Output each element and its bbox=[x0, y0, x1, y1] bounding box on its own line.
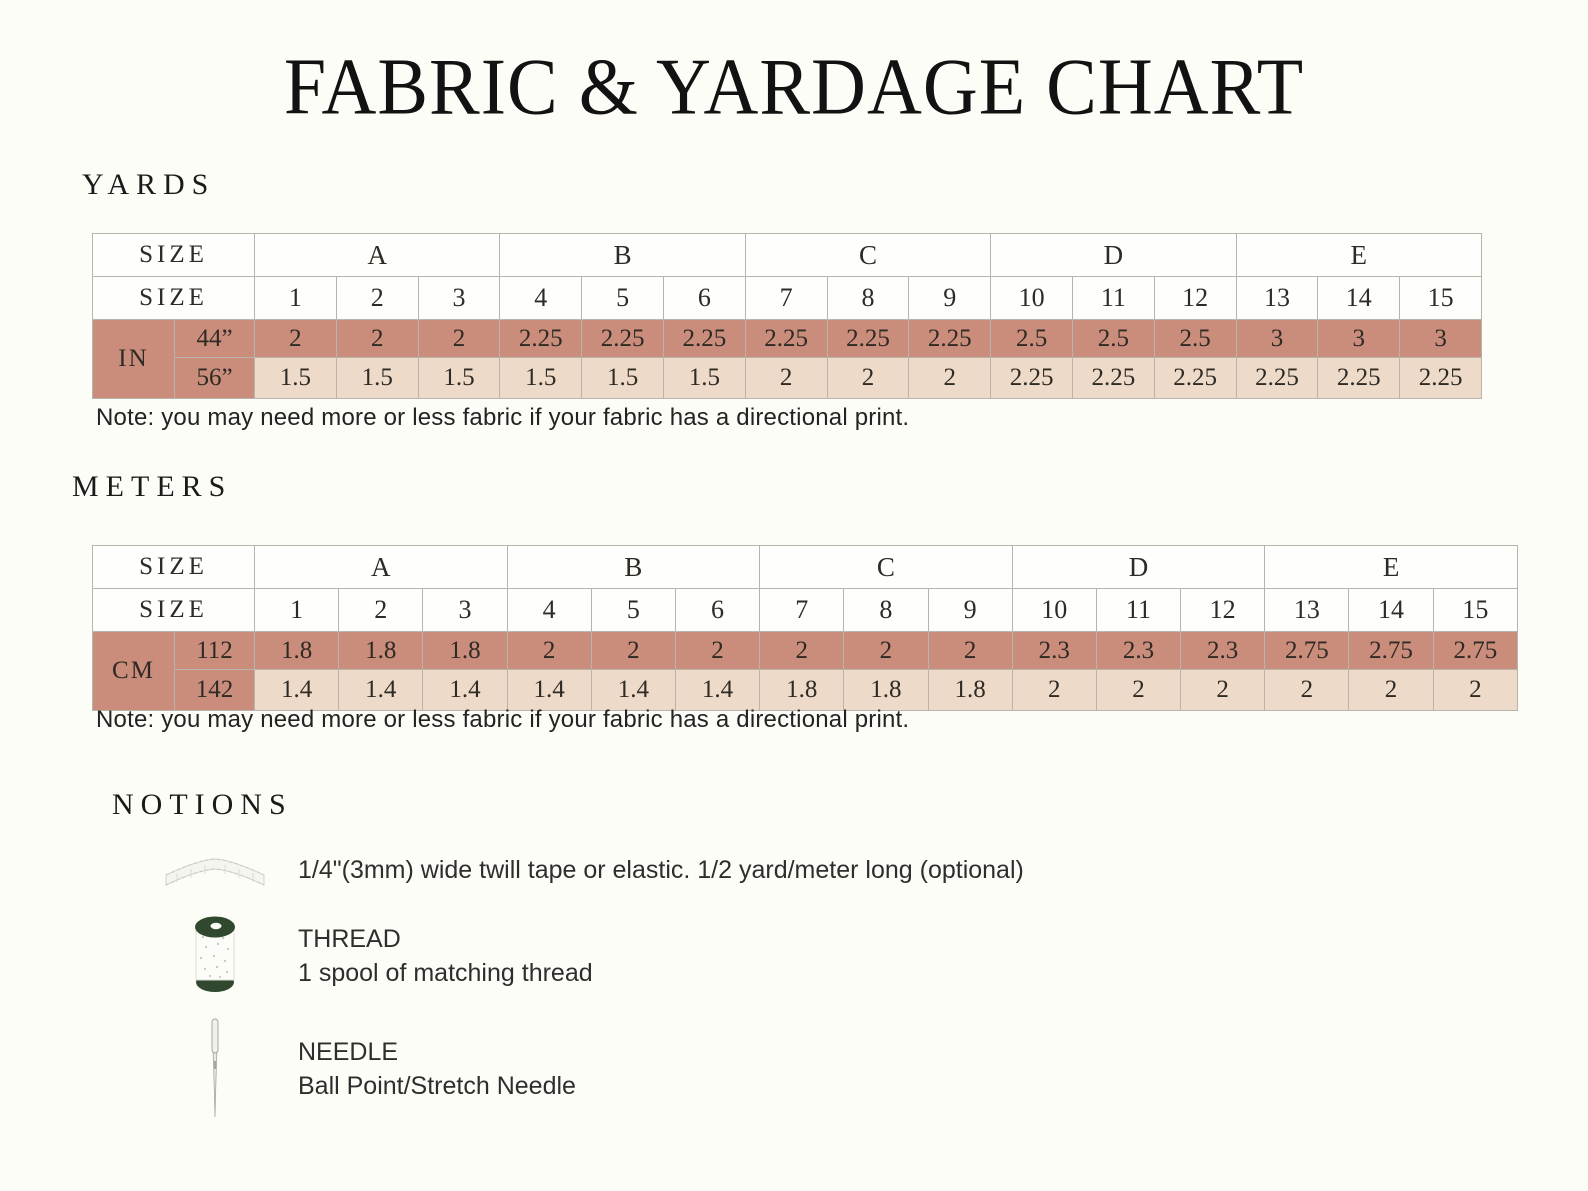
yards-value-cell: 2.25 bbox=[991, 358, 1073, 399]
yards-value-cell: 3 bbox=[1318, 320, 1400, 358]
meters-value-cell: 2.3 bbox=[1012, 632, 1096, 670]
notion-item-thread bbox=[150, 908, 593, 1004]
yards-value-cell: 2.25 bbox=[500, 320, 582, 358]
meters-size-number-cell: 8 bbox=[844, 589, 928, 632]
meters-value-cell: 1.4 bbox=[507, 670, 591, 711]
meters-value-cell: 2.3 bbox=[1096, 632, 1180, 670]
yards-width-row bbox=[93, 320, 1482, 358]
meters-value-cell: 2 bbox=[1265, 670, 1349, 711]
meters-value-cell: 2 bbox=[1433, 670, 1517, 711]
yards-value-cell: 2.25 bbox=[1400, 358, 1482, 399]
yards-view-header-cell: C bbox=[745, 234, 990, 277]
meters-value-cell: 2.3 bbox=[1181, 632, 1265, 670]
meters-value-cell: 1.8 bbox=[844, 670, 928, 711]
yards-value-cell: 1.5 bbox=[582, 358, 664, 399]
yards-value-cell: 3 bbox=[1236, 320, 1318, 358]
meters-size-number-cell: 2 bbox=[339, 589, 423, 632]
meters-size-number-cell: 3 bbox=[423, 589, 507, 632]
meters-value-cell: 1.8 bbox=[423, 632, 507, 670]
yards-size-number-cell: 14 bbox=[1318, 277, 1400, 320]
yards-value-cell: 2.25 bbox=[909, 320, 991, 358]
yards-value-cell: 2 bbox=[827, 358, 909, 399]
meters-value-cell: 2 bbox=[1181, 670, 1265, 711]
elastic-tape-icon bbox=[150, 846, 280, 894]
meters-value-cell: 2 bbox=[760, 632, 844, 670]
yards-size-number-cell: 6 bbox=[663, 277, 745, 320]
meters-group-header-row bbox=[93, 546, 1518, 589]
yards-size-number-cell: 11 bbox=[1072, 277, 1154, 320]
meters-value-cell: 1.4 bbox=[675, 670, 759, 711]
meters-value-cell: 2.75 bbox=[1433, 632, 1517, 670]
needle-icon bbox=[150, 1017, 280, 1121]
meters-value-cell: 1.4 bbox=[255, 670, 339, 711]
needle-label: NEEDLE bbox=[298, 1038, 399, 1066]
meters-value-cell: 2 bbox=[507, 632, 591, 670]
yards-value-cell: 2 bbox=[255, 320, 337, 358]
meters-size-number-cell: 13 bbox=[1265, 589, 1349, 632]
yards-size-number-cell: 2 bbox=[336, 277, 418, 320]
meters-value-cell: 2.75 bbox=[1349, 632, 1433, 670]
meters-size-corner-cell: SIZE bbox=[93, 546, 255, 589]
meters-view-header-cell: B bbox=[507, 546, 760, 589]
yards-group-header-row bbox=[93, 234, 1482, 277]
meters-value-cell: 2 bbox=[844, 632, 928, 670]
yards-value-cell: 2.25 bbox=[582, 320, 664, 358]
yards-size-corner-cell: SIZE bbox=[93, 234, 255, 277]
thread-description: 1 spool of matching thread bbox=[298, 959, 593, 987]
yards-size-number-cell: 15 bbox=[1400, 277, 1482, 320]
meters-value-cell: 1.4 bbox=[423, 670, 507, 711]
meters-size-number-cell: 6 bbox=[675, 589, 759, 632]
notion-item-elastic bbox=[150, 838, 1024, 902]
meters-size-number-cell: 10 bbox=[1012, 589, 1096, 632]
yards-section-heading: YARDS bbox=[82, 168, 216, 201]
yards-view-header-cell: D bbox=[991, 234, 1236, 277]
meters-size-number-cell: 5 bbox=[591, 589, 675, 632]
yards-width-label-cell: 44” bbox=[175, 320, 255, 358]
page-title: FABRIC & YARDAGE CHART bbox=[283, 42, 1305, 132]
meters-note: Note: you may need more or less fabric if your fabric has a directional print. bbox=[96, 706, 910, 733]
yards-value-cell: 2 bbox=[336, 320, 418, 358]
meters-width-row bbox=[93, 670, 1518, 711]
meters-value-cell: 2 bbox=[1012, 670, 1096, 711]
needle-description: Ball Point/Stretch Needle bbox=[298, 1072, 576, 1100]
yards-value-cell: 2.25 bbox=[1154, 358, 1236, 399]
yards-value-cell: 2.25 bbox=[663, 320, 745, 358]
yards-value-cell: 3 bbox=[1400, 320, 1482, 358]
yards-size-row bbox=[93, 277, 1482, 320]
yards-note: Note: you may need more or less fabric if your fabric has a directional print. bbox=[96, 404, 910, 431]
meters-value-cell: 2 bbox=[591, 632, 675, 670]
notion-item-needle bbox=[150, 1014, 576, 1124]
meters-value-cell: 2 bbox=[928, 632, 1012, 670]
yards-table bbox=[92, 233, 1482, 399]
meters-size-row bbox=[93, 589, 1518, 632]
yards-value-cell: 1.5 bbox=[663, 358, 745, 399]
meters-value-cell: 2 bbox=[1349, 670, 1433, 711]
yards-value-cell: 2.5 bbox=[991, 320, 1073, 358]
yards-view-header-cell: E bbox=[1236, 234, 1481, 277]
meters-value-cell: 1.8 bbox=[928, 670, 1012, 711]
yards-size-number-cell: 1 bbox=[255, 277, 337, 320]
yards-value-cell: 1.5 bbox=[418, 358, 500, 399]
meters-value-cell: 1.4 bbox=[339, 670, 423, 711]
meters-view-header-cell: D bbox=[1012, 546, 1265, 589]
yards-view-header-cell: B bbox=[500, 234, 745, 277]
yards-size-number-cell: 7 bbox=[745, 277, 827, 320]
meters-size-number-cell: 4 bbox=[507, 589, 591, 632]
yards-value-cell: 2.25 bbox=[1072, 358, 1154, 399]
yards-value-cell: 2 bbox=[909, 358, 991, 399]
notions-section-heading: NOTIONS bbox=[112, 788, 293, 821]
yards-value-cell: 2.25 bbox=[1318, 358, 1400, 399]
yards-width-row bbox=[93, 358, 1482, 399]
meters-size-number-cell: 12 bbox=[1181, 589, 1265, 632]
yards-value-cell: 2.25 bbox=[827, 320, 909, 358]
yards-size-number-cell: 4 bbox=[500, 277, 582, 320]
meters-width-label-cell: 142 bbox=[175, 670, 255, 711]
yards-view-header-cell: A bbox=[255, 234, 500, 277]
meters-size-label-cell: SIZE bbox=[93, 589, 255, 632]
yards-value-cell: 1.5 bbox=[336, 358, 418, 399]
meters-view-header-cell: C bbox=[760, 546, 1013, 589]
meters-size-number-cell: 15 bbox=[1433, 589, 1517, 632]
meters-view-header-cell: E bbox=[1265, 546, 1518, 589]
yards-size-number-cell: 9 bbox=[909, 277, 991, 320]
elastic-tape-text: 1/4"(3mm) wide twill tape or elastic. 1/2 yard/meter long (optional) bbox=[298, 856, 1024, 884]
yards-value-cell: 2.5 bbox=[1072, 320, 1154, 358]
yards-width-label-cell: 56” bbox=[175, 358, 255, 399]
yards-size-number-cell: 13 bbox=[1236, 277, 1318, 320]
thread-label: THREAD bbox=[298, 925, 401, 953]
yards-value-cell: 1.5 bbox=[500, 358, 582, 399]
yards-value-cell: 2.5 bbox=[1154, 320, 1236, 358]
thread-spool-icon bbox=[150, 913, 280, 999]
meters-value-cell: 1.8 bbox=[339, 632, 423, 670]
meters-width-row bbox=[93, 632, 1518, 670]
meters-value-cell: 1.8 bbox=[760, 670, 844, 711]
yards-size-label-cell: SIZE bbox=[93, 277, 255, 320]
meters-size-number-cell: 11 bbox=[1096, 589, 1180, 632]
meters-value-cell: 2 bbox=[1096, 670, 1180, 711]
meters-size-number-cell: 14 bbox=[1349, 589, 1433, 632]
meters-size-number-cell: 1 bbox=[255, 589, 339, 632]
meters-value-cell: 1.8 bbox=[255, 632, 339, 670]
yards-value-cell: 2 bbox=[745, 358, 827, 399]
yards-value-cell: 2.25 bbox=[1236, 358, 1318, 399]
yards-size-number-cell: 12 bbox=[1154, 277, 1236, 320]
meters-table bbox=[92, 545, 1518, 711]
meters-value-cell: 2 bbox=[675, 632, 759, 670]
meters-size-number-cell: 7 bbox=[760, 589, 844, 632]
yards-value-cell: 2.25 bbox=[745, 320, 827, 358]
yards-size-number-cell: 8 bbox=[827, 277, 909, 320]
yards-value-cell: 2 bbox=[418, 320, 500, 358]
meters-section-heading: METERS bbox=[72, 470, 233, 503]
yards-size-number-cell: 5 bbox=[582, 277, 664, 320]
meters-width-label-cell: 112 bbox=[175, 632, 255, 670]
yards-size-number-cell: 3 bbox=[418, 277, 500, 320]
meters-value-cell: 2.75 bbox=[1265, 632, 1349, 670]
meters-view-header-cell: A bbox=[255, 546, 508, 589]
meters-value-cell: 1.4 bbox=[591, 670, 675, 711]
yards-value-cell: 1.5 bbox=[255, 358, 337, 399]
meters-size-number-cell: 9 bbox=[928, 589, 1012, 632]
yards-size-number-cell: 10 bbox=[991, 277, 1073, 320]
yards-unit-cell: IN bbox=[93, 320, 175, 399]
meters-unit-cell: CM bbox=[93, 632, 175, 711]
